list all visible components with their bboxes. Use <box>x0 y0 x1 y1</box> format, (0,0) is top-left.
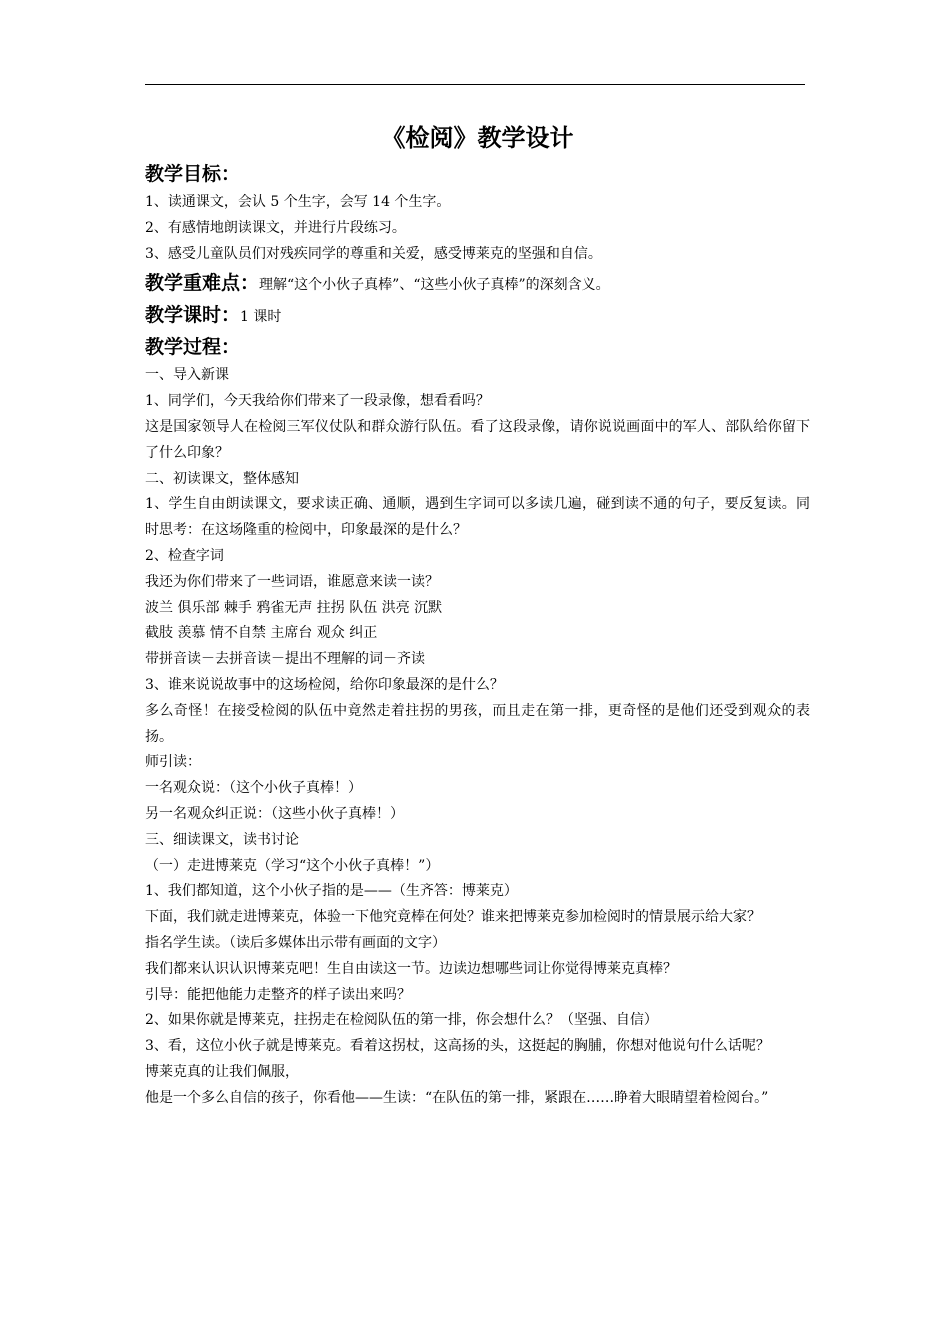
key-points-text: 理解“这个小伙子真棒”、“这些小伙子真棒”的深刻含义。 <box>259 277 610 294</box>
vocabulary-line: 波兰 俱乐部 棘手 鸦雀无声 拄拐 队伍 洪亮 沉默 <box>145 599 443 616</box>
paragraph: 他是一个多么自信的孩子，你看他——生读：“在队伍的第一排，紧跟在……睁着大眼睛望着检阅台。” <box>145 1089 769 1106</box>
class-hours-section <box>145 299 810 331</box>
subsection-heading: （一）走进博莱克（学习“这个小伙子真棒！”） <box>145 857 440 874</box>
vocabulary-line: 截肢 羡慕 情不自禁 主席台 观众 纠正 <box>145 625 378 642</box>
goal-item: 2、有感情地朗读课文，并进行片段练习。 <box>145 219 406 236</box>
paragraph: 1、同学们，今天我给你们带来了一段录像，想看看吗？ <box>145 393 490 410</box>
section-heading: 三、细读课文，读书讨论 <box>145 831 299 848</box>
paragraph: 下面，我们就走进博莱克，体验一下他究竟棒在何处？谁来把博莱克参加检阅时的情景展示给大家？ <box>145 909 761 926</box>
section-heading: 二、初读课文，整体感知 <box>145 470 299 487</box>
paragraph: 一名观众说：（这个小伙子真棒！） <box>145 780 362 797</box>
document-body <box>145 118 810 1112</box>
paragraph: 2、检查字词 <box>145 547 224 564</box>
goals-heading: 教学目标： <box>145 163 241 185</box>
paragraph: 1、我们都知道，这个小伙子指的是——（生齐答：博莱克） <box>145 883 518 900</box>
paragraph: 3、谁来说说故事中的这场检阅，给你印象最深的是什么？ <box>145 676 504 693</box>
paragraph: 1、学生自由朗读课文，要求读正确、通顺，遇到生字词可以多读几遍，碰到读不通的句子，要反复读。同时思考：在这场隆重的检阅中，印象最深的是什么？ <box>145 496 810 539</box>
paragraph: 2、如果你就是博莱克，拄拐走在检阅队伍的第一排，你会想什么？（坚强、自信） <box>145 1012 658 1029</box>
paragraph: 引导：能把他能力走整齐的样子读出来吗？ <box>145 986 411 1003</box>
paragraph: 另一名观众纠正说：（这些小伙子真棒！） <box>145 805 404 822</box>
key-points-heading: 教学重难点： <box>145 272 260 295</box>
key-points-section <box>145 267 810 299</box>
paragraph: 3、看，这位小伙子就是博莱克。看着这拐杖，这高扬的头，这挺起的胸脯，你想对他说句什么话呢？ <box>145 1038 770 1055</box>
class-hours-text: 1 课时 <box>240 309 282 326</box>
process-heading: 教学过程： <box>145 336 241 359</box>
paragraph: 我们都来认识认识博莱克吧！生自由读这一节。边读边想哪些词让你觉得博莱克真棒？ <box>145 960 677 977</box>
document-title: 《检阅》教学设计 <box>381 123 574 152</box>
paragraph: 指名学生读。（读后多媒体出示带有画面的文字） <box>145 934 446 951</box>
paragraph: 多么奇怪！在接受检阅的队伍中竟然走着拄拐的男孩，而且走在第一排，更奇怪的是他们还受到观众的表扬。 <box>145 702 810 745</box>
section-heading: 一、导入新课 <box>145 367 229 384</box>
paragraph: 师引读： <box>145 754 201 771</box>
goal-item: 3、感受儿童队员们对残疾同学的尊重和关爱，感受博莱克的坚强和自信。 <box>145 245 602 262</box>
paragraph: 这是国家领导人在检阅三军仪仗队和群众游行队伍。看了这段录像，请你说说画面中的军人、部队给你留下了什么印象？ <box>145 418 810 461</box>
paragraph: 带拼音读－去拼音读－提出不理解的词－齐读 <box>145 651 425 668</box>
header-rule <box>145 84 805 85</box>
class-hours-heading: 教学课时： <box>145 304 241 327</box>
paragraph: 博莱克真的让我们佩服， <box>145 1063 299 1080</box>
paragraph: 我还为你们带来了一些词语，谁愿意来读一读？ <box>145 573 439 590</box>
goal-item: 1、读通课文，会认 5 个生字，会写 14 个生字。 <box>145 194 451 210</box>
